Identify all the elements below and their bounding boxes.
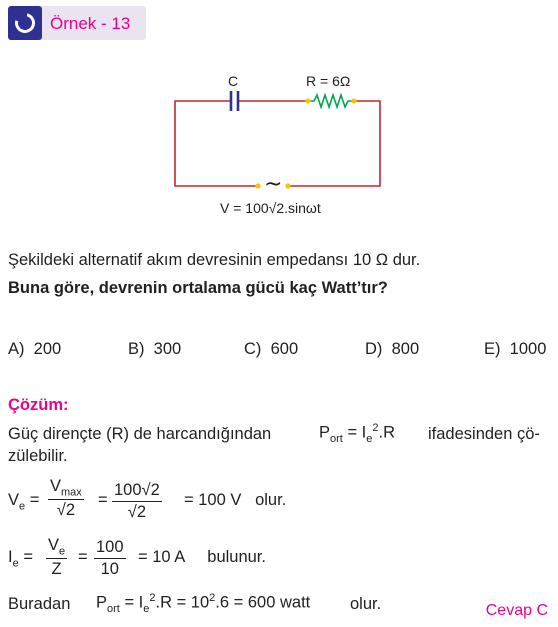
answer-label: Cevap C (485, 602, 548, 619)
ve-fraction-1: $V_{max}$ √2 (50, 477, 82, 520)
ac-source-symbol: ~ (264, 172, 283, 197)
ve-fraction-2: $\frac{100√2}{√2}$ (114, 481, 160, 521)
resistor-symbol (308, 95, 354, 107)
option-d: D) 800 (365, 340, 420, 358)
solution-intro-text: Güç dirençte (R) de harcandığından (8, 425, 272, 443)
ie-label: $I_e$ = (8, 548, 33, 570)
option-c: C) 600 (244, 340, 299, 358)
ie-result: = 10 A bulunur. (138, 548, 266, 566)
solution-intro-continued: ifadesinden çö- (428, 425, 540, 443)
ie-equals: = (78, 548, 88, 566)
option-e: E) 1000 (484, 340, 547, 358)
power-formula: $P_{ort} = I_e^2.R$ (319, 422, 395, 445)
solution-intro-end: zülebilir. (8, 447, 68, 465)
ve-label: $V_e$ = (8, 491, 40, 513)
solution-title: Çözüm: (8, 396, 69, 414)
ve-equals: = (98, 491, 108, 509)
ie-fraction-1: $\frac{V_e}{Z}$ (48, 536, 66, 579)
question-line-2: Buna göre, devrenin ortalama gücü kaç Watt’tır? (8, 279, 388, 297)
circuit-diagram (160, 70, 400, 200)
final-formula: $P_{ort} = I_e^2.R = 10^2.6 = 600$ watt (96, 592, 311, 615)
final-text: Buradan (8, 595, 71, 613)
option-a: A) 200 (8, 340, 62, 358)
example-title: Örnek - 13 (50, 14, 131, 33)
ve-result: = 100 V olur. (184, 491, 287, 509)
option-b: B) 300 (128, 340, 182, 358)
source-label: V = 100√2.sinωt (220, 200, 321, 216)
resistor-label: R = 6Ω (306, 73, 351, 89)
capacitor-label: C (228, 73, 239, 89)
final-conclusion: olur. (350, 595, 382, 613)
ie-fraction-2: $\frac{100}{10}$ (96, 538, 124, 578)
capacitor-symbol (231, 91, 238, 111)
question-line-1: Şekildeki alternatif akım devresinin empedansı 10 Ω dur. (8, 251, 421, 269)
ring-icon (8, 6, 42, 40)
